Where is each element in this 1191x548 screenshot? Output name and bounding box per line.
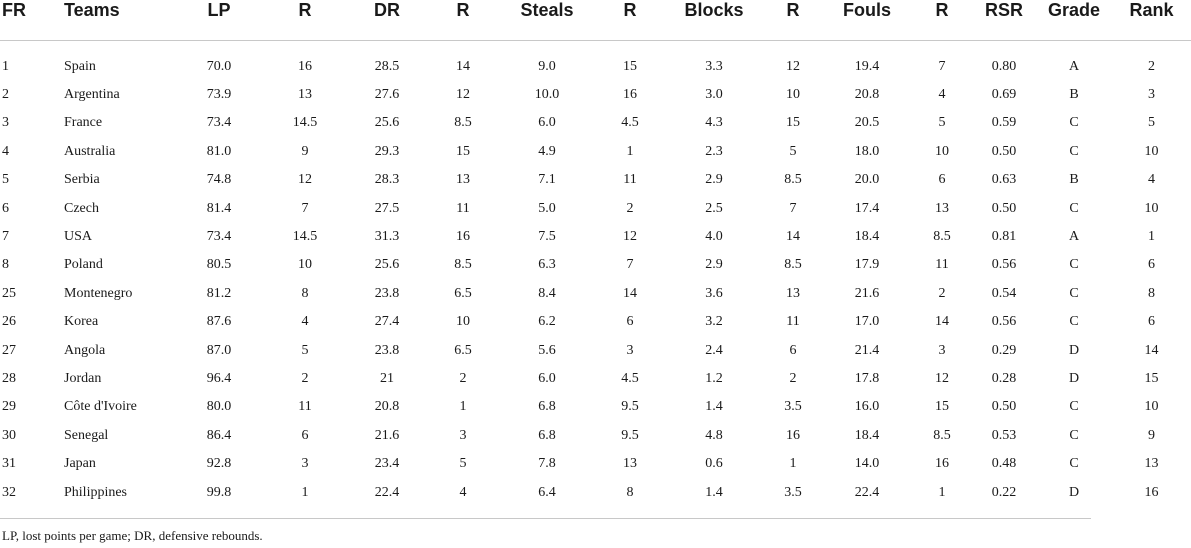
cell-dr-rank: 6.5 xyxy=(454,285,472,301)
cell-steals: 5.0 xyxy=(538,200,556,216)
cell-rank: 6 xyxy=(1148,257,1155,273)
cell-rank: 5 xyxy=(1148,115,1155,131)
cell-grade: A xyxy=(1068,58,1080,74)
cell-blocks-rank: 6 xyxy=(789,342,797,358)
cell-fouls-rank: 11 xyxy=(935,257,949,273)
cell-fouls-rank: 5 xyxy=(938,115,946,131)
cell-rank: 14 xyxy=(1144,342,1159,358)
cell-blocks: 3.6 xyxy=(705,285,723,301)
cell-teams: Korea xyxy=(64,314,99,330)
cell-blocks-rank: 10 xyxy=(786,87,800,103)
cell-rsr: 0.50 xyxy=(991,200,1017,216)
cell-rsr: 0.48 xyxy=(991,456,1017,472)
cell-fouls-rank: 10 xyxy=(935,143,949,159)
cell-fr: 3 xyxy=(2,115,9,131)
cell-lp-rank: 3 xyxy=(301,456,309,472)
cell-blocks-rank: 15 xyxy=(786,115,800,131)
cell-fr: 32 xyxy=(2,484,16,500)
table-body xyxy=(0,40,1191,507)
cell-steals: 4.9 xyxy=(538,143,556,159)
cell-rank: 10 xyxy=(1144,143,1159,159)
cell-steals: 6.2 xyxy=(538,314,556,330)
cell-lp-rank: 11 xyxy=(298,399,312,415)
table-row xyxy=(0,336,1191,364)
cell-steals: 7.1 xyxy=(538,172,556,188)
table-footnote: LP, lost points per game; DR, defensive rebounds. xyxy=(2,528,263,543)
cell-fr: 7 xyxy=(2,229,9,245)
cell-blocks: 2.9 xyxy=(705,257,723,273)
cell-fr: 31 xyxy=(2,456,16,472)
cell-rsr: 0.50 xyxy=(991,399,1017,415)
cell-dr-rank: 16 xyxy=(456,229,470,245)
cell-grade: B xyxy=(1069,87,1079,103)
cell-teams: Côte d'Ivoire xyxy=(64,399,137,415)
cell-fr: 29 xyxy=(2,399,16,415)
cell-blocks-rank: 8.5 xyxy=(784,257,802,273)
cell-grade: C xyxy=(1069,427,1079,443)
cell-dr: 25.6 xyxy=(374,257,400,273)
cell-lp-rank: 6 xyxy=(301,427,309,443)
cell-fouls-rank: 14 xyxy=(935,314,949,330)
cell-dr-rank: 10 xyxy=(456,314,470,330)
column-header-lp: LP xyxy=(174,0,264,40)
cell-rank: 6 xyxy=(1148,314,1155,330)
cell-dr: 28.5 xyxy=(374,58,400,74)
table-row xyxy=(0,251,1191,279)
table-row xyxy=(0,280,1191,308)
cell-teams: France xyxy=(64,115,103,131)
cell-steals-rank: 3 xyxy=(626,342,634,358)
cell-rank: 10 xyxy=(1144,200,1159,216)
cell-dr: 27.5 xyxy=(374,200,400,216)
cell-fouls: 20.8 xyxy=(854,87,880,103)
cell-teams: Czech xyxy=(64,200,99,216)
cell-teams: Japan xyxy=(64,456,96,472)
cell-blocks-rank: 3.5 xyxy=(784,399,802,415)
cell-fouls: 19.4 xyxy=(854,58,880,74)
column-header-lp-rank: R xyxy=(264,0,346,40)
cell-dr: 23.4 xyxy=(374,456,400,472)
cell-lp: 86.4 xyxy=(206,427,232,443)
cell-teams: Senegal xyxy=(64,427,109,443)
cell-fouls-rank: 2 xyxy=(938,285,946,301)
column-header-rank: Rank xyxy=(1112,0,1191,40)
cell-dr-rank: 1 xyxy=(459,399,467,415)
cell-grade: C xyxy=(1069,257,1079,273)
table-row xyxy=(0,81,1191,109)
cell-teams: USA xyxy=(64,229,93,245)
cell-lp-rank: 8 xyxy=(301,285,309,301)
column-header-teams: Teams xyxy=(64,0,174,40)
cell-teams: Australia xyxy=(64,143,116,159)
cell-blocks-rank: 16 xyxy=(786,427,800,443)
table-row xyxy=(0,393,1191,421)
column-header-blocks: Blocks xyxy=(664,0,764,40)
cell-fr: 26 xyxy=(2,314,16,330)
cell-steals: 6.4 xyxy=(538,484,556,500)
cell-dr-rank: 14 xyxy=(456,58,470,74)
cell-blocks-rank: 14 xyxy=(786,229,800,245)
cell-rsr: 0.56 xyxy=(991,314,1017,330)
cell-blocks-rank: 2 xyxy=(789,370,797,386)
cell-lp: 99.8 xyxy=(206,484,232,500)
cell-grade: D xyxy=(1068,484,1080,500)
cell-lp: 70.0 xyxy=(206,58,232,74)
cell-rsr: 0.54 xyxy=(991,285,1017,301)
cell-steals-rank: 4.5 xyxy=(621,370,639,386)
cell-teams: Argentina xyxy=(64,87,120,103)
cell-rsr: 0.63 xyxy=(991,172,1017,188)
cell-steals-rank: 9.5 xyxy=(621,399,639,415)
cell-rank: 2 xyxy=(1148,58,1155,74)
cell-blocks: 0.6 xyxy=(705,456,723,472)
cell-teams: Angola xyxy=(64,342,106,358)
table-row xyxy=(0,194,1191,222)
cell-steals-rank: 15 xyxy=(623,58,637,74)
cell-fouls: 17.8 xyxy=(854,370,880,386)
cell-fr: 27 xyxy=(2,342,16,358)
cell-steals-rank: 12 xyxy=(623,229,637,245)
cell-fouls-rank: 13 xyxy=(935,200,949,216)
cell-rsr: 0.69 xyxy=(991,87,1017,103)
cell-steals: 6.8 xyxy=(538,399,556,415)
table-row xyxy=(0,138,1191,166)
table-row xyxy=(0,40,1191,81)
cell-lp-rank: 2 xyxy=(301,370,309,386)
cell-lp: 73.4 xyxy=(206,229,232,245)
cell-dr: 28.3 xyxy=(374,172,400,188)
cell-blocks: 2.3 xyxy=(705,143,723,159)
cell-dr-rank: 2 xyxy=(459,370,467,386)
cell-lp: 81.2 xyxy=(206,285,232,301)
cell-dr: 25.6 xyxy=(374,115,400,131)
cell-grade: D xyxy=(1068,342,1080,358)
table-row xyxy=(0,308,1191,336)
cell-fr: 8 xyxy=(2,257,9,273)
cell-grade: C xyxy=(1069,285,1079,301)
cell-fouls: 21.6 xyxy=(854,285,880,301)
cell-teams: Montenegro xyxy=(64,285,133,301)
cell-dr: 22.4 xyxy=(374,484,400,500)
cell-blocks: 4.3 xyxy=(705,115,723,131)
cell-dr-rank: 11 xyxy=(456,200,470,216)
cell-dr: 23.8 xyxy=(374,285,400,301)
cell-lp: 81.4 xyxy=(206,200,232,216)
cell-dr: 21 xyxy=(380,370,394,386)
cell-blocks: 2.5 xyxy=(705,200,723,216)
cell-fouls-rank: 16 xyxy=(935,456,949,472)
cell-lp: 73.9 xyxy=(206,87,232,103)
cell-lp-rank: 12 xyxy=(298,172,312,188)
cell-fr: 2 xyxy=(2,87,9,103)
column-header-fouls-rank: R xyxy=(912,0,972,40)
column-header-fouls: Fouls xyxy=(822,0,912,40)
cell-blocks-rank: 7 xyxy=(789,200,797,216)
cell-fouls: 17.4 xyxy=(854,200,880,216)
cell-rank: 9 xyxy=(1148,427,1155,443)
cell-teams: Poland xyxy=(64,257,103,273)
cell-blocks: 2.4 xyxy=(705,342,723,358)
table-row xyxy=(0,478,1191,506)
cell-fouls-rank: 7 xyxy=(938,58,946,74)
cell-rank: 1 xyxy=(1148,229,1155,245)
cell-grade: D xyxy=(1068,370,1080,386)
table-row xyxy=(0,450,1191,478)
cell-dr-rank: 6.5 xyxy=(454,342,472,358)
cell-grade: B xyxy=(1069,172,1079,188)
cell-rank: 10 xyxy=(1144,399,1159,415)
cell-lp-rank: 16 xyxy=(298,58,312,74)
cell-blocks: 1.4 xyxy=(705,484,723,500)
column-header-grade: Grade xyxy=(1036,0,1112,40)
cell-dr-rank: 8.5 xyxy=(454,115,472,131)
cell-grade: C xyxy=(1069,399,1079,415)
cell-grade: C xyxy=(1069,143,1079,159)
cell-teams: Spain xyxy=(64,58,96,74)
cell-fouls-rank: 1 xyxy=(938,484,946,500)
cell-steals: 8.4 xyxy=(538,285,556,301)
cell-lp: 92.8 xyxy=(206,456,232,472)
cell-lp-rank: 10 xyxy=(298,257,312,273)
cell-blocks: 1.4 xyxy=(705,399,723,415)
cell-steals: 7.8 xyxy=(538,456,556,472)
cell-steals-rank: 6 xyxy=(626,314,634,330)
cell-rsr: 0.56 xyxy=(991,257,1017,273)
cell-fouls: 18.4 xyxy=(854,427,880,443)
cell-blocks-rank: 8.5 xyxy=(784,172,802,188)
cell-fr: 30 xyxy=(2,427,16,443)
cell-steals: 6.3 xyxy=(538,257,556,273)
cell-dr-rank: 12 xyxy=(456,87,470,103)
cell-blocks: 3.2 xyxy=(705,314,723,330)
cell-steals: 6.0 xyxy=(538,370,556,386)
cell-rsr: 0.59 xyxy=(991,115,1017,131)
cell-steals: 10.0 xyxy=(534,87,560,103)
cell-lp-rank: 1 xyxy=(301,484,309,500)
cell-fouls: 20.0 xyxy=(854,172,880,188)
cell-fouls-rank: 8.5 xyxy=(933,427,951,443)
cell-blocks: 1.2 xyxy=(705,370,723,386)
cell-fouls: 20.5 xyxy=(854,115,880,131)
cell-lp: 81.0 xyxy=(206,143,232,159)
cell-fr: 1 xyxy=(2,58,9,74)
cell-dr: 29.3 xyxy=(374,143,400,159)
cell-fouls: 18.0 xyxy=(854,143,880,159)
cell-fouls-rank: 3 xyxy=(938,342,946,358)
cell-rank: 8 xyxy=(1148,285,1155,301)
cell-lp-rank: 7 xyxy=(301,200,309,216)
cell-dr: 23.8 xyxy=(374,342,400,358)
cell-dr-rank: 13 xyxy=(456,172,470,188)
cell-fouls: 21.4 xyxy=(854,342,880,358)
cell-dr: 21.6 xyxy=(374,427,400,443)
cell-steals-rank: 8 xyxy=(626,484,634,500)
cell-fouls-rank: 4 xyxy=(938,87,946,103)
cell-steals-rank: 9.5 xyxy=(621,427,639,443)
cell-fr: 6 xyxy=(2,200,9,216)
cell-grade: A xyxy=(1068,229,1080,245)
cell-blocks: 2.9 xyxy=(705,172,723,188)
table-row xyxy=(0,109,1191,137)
column-header-steals: Steals xyxy=(498,0,596,40)
cell-rank: 4 xyxy=(1148,172,1155,188)
cell-dr: 20.8 xyxy=(374,399,400,415)
cell-teams: Serbia xyxy=(64,172,100,188)
cell-lp-rank: 14.5 xyxy=(292,229,318,245)
column-header-steals-rank: R xyxy=(596,0,664,40)
cell-fouls-rank: 12 xyxy=(935,370,949,386)
cell-dr: 31.3 xyxy=(374,229,400,245)
cell-blocks-rank: 3.5 xyxy=(784,484,802,500)
table-row xyxy=(0,422,1191,450)
cell-steals: 5.6 xyxy=(538,342,556,358)
cell-fr: 28 xyxy=(2,370,16,386)
cell-rank: 15 xyxy=(1144,370,1159,386)
cell-steals-rank: 16 xyxy=(623,87,637,103)
cell-rank: 16 xyxy=(1144,484,1159,500)
cell-lp: 87.0 xyxy=(206,342,232,358)
cell-lp: 80.0 xyxy=(206,399,232,415)
column-header-dr: DR xyxy=(346,0,428,40)
cell-dr-rank: 8.5 xyxy=(454,257,472,273)
cell-lp-rank: 4 xyxy=(301,314,309,330)
cell-blocks-rank: 11 xyxy=(786,314,800,330)
cell-fouls: 17.9 xyxy=(854,257,880,273)
cell-steals: 6.0 xyxy=(538,115,556,131)
cell-grade: C xyxy=(1069,115,1079,131)
cell-blocks: 3.0 xyxy=(705,87,723,103)
cell-lp-rank: 5 xyxy=(301,342,309,358)
cell-dr-rank: 4 xyxy=(459,484,467,500)
table-header-row xyxy=(0,0,1191,40)
cell-rsr: 0.80 xyxy=(991,58,1017,74)
cell-lp-rank: 9 xyxy=(301,143,309,159)
column-header-blocks-rank: R xyxy=(764,0,822,40)
table-row xyxy=(0,223,1191,251)
cell-lp: 96.4 xyxy=(206,370,232,386)
cell-lp: 74.8 xyxy=(206,172,232,188)
cell-steals-rank: 4.5 xyxy=(621,115,639,131)
cell-grade: C xyxy=(1069,200,1079,216)
cell-steals: 7.5 xyxy=(538,229,556,245)
cell-rsr: 0.28 xyxy=(991,370,1017,386)
cell-steals-rank: 14 xyxy=(623,285,637,301)
cell-lp-rank: 14.5 xyxy=(292,115,318,131)
cell-fouls: 17.0 xyxy=(854,314,880,330)
cell-fouls: 14.0 xyxy=(854,456,880,472)
cell-blocks: 4.8 xyxy=(705,427,723,443)
cell-fouls-rank: 15 xyxy=(935,399,949,415)
cell-steals-rank: 7 xyxy=(626,257,634,273)
cell-steals-rank: 13 xyxy=(623,456,637,472)
cell-rsr: 0.81 xyxy=(991,229,1017,245)
cell-steals: 9.0 xyxy=(538,58,556,74)
cell-fr: 4 xyxy=(2,143,9,159)
cell-blocks-rank: 1 xyxy=(789,456,797,472)
cell-lp-rank: 13 xyxy=(298,87,312,103)
cell-grade: C xyxy=(1069,456,1079,472)
cell-lp: 80.5 xyxy=(206,257,232,273)
cell-steals: 6.8 xyxy=(538,427,556,443)
cell-steals-rank: 11 xyxy=(623,172,637,188)
column-header-dr-rank: R xyxy=(428,0,498,40)
cell-teams: Jordan xyxy=(64,370,102,386)
cell-rank: 13 xyxy=(1144,456,1159,472)
cell-dr-rank: 15 xyxy=(456,143,470,159)
cell-rsr: 0.53 xyxy=(991,427,1017,443)
cell-steals-rank: 1 xyxy=(626,143,634,159)
cell-dr-rank: 3 xyxy=(459,427,467,443)
cell-lp: 87.6 xyxy=(206,314,232,330)
cell-grade: C xyxy=(1069,314,1079,330)
cell-blocks-rank: 12 xyxy=(786,58,800,74)
table-row xyxy=(0,365,1191,393)
cell-blocks-rank: 5 xyxy=(789,143,797,159)
cell-dr-rank: 5 xyxy=(459,456,467,472)
cell-fr: 5 xyxy=(2,172,9,188)
column-header-rsr: RSR xyxy=(972,0,1036,40)
cell-lp: 73.4 xyxy=(206,115,232,131)
cell-fouls-rank: 6 xyxy=(938,172,946,188)
cell-fouls: 22.4 xyxy=(854,484,880,500)
table-bottom-rule xyxy=(0,518,1091,519)
cell-rank: 3 xyxy=(1148,87,1155,103)
cell-rsr: 0.29 xyxy=(991,342,1017,358)
cell-blocks-rank: 13 xyxy=(786,285,800,301)
cell-fouls: 16.0 xyxy=(854,399,880,415)
cell-blocks: 3.3 xyxy=(705,58,723,74)
cell-rsr: 0.50 xyxy=(991,143,1017,159)
cell-fouls-rank: 8.5 xyxy=(933,229,951,245)
cell-fouls: 18.4 xyxy=(854,229,880,245)
cell-dr: 27.6 xyxy=(374,87,400,103)
cell-dr: 27.4 xyxy=(374,314,400,330)
column-header-fr: FR xyxy=(0,0,64,40)
cell-steals-rank: 2 xyxy=(626,200,634,216)
cell-fr: 25 xyxy=(2,285,16,301)
cell-rsr: 0.22 xyxy=(991,484,1017,500)
cell-teams: Philippines xyxy=(64,484,128,500)
table-row xyxy=(0,166,1191,194)
cell-blocks: 4.0 xyxy=(705,229,723,245)
